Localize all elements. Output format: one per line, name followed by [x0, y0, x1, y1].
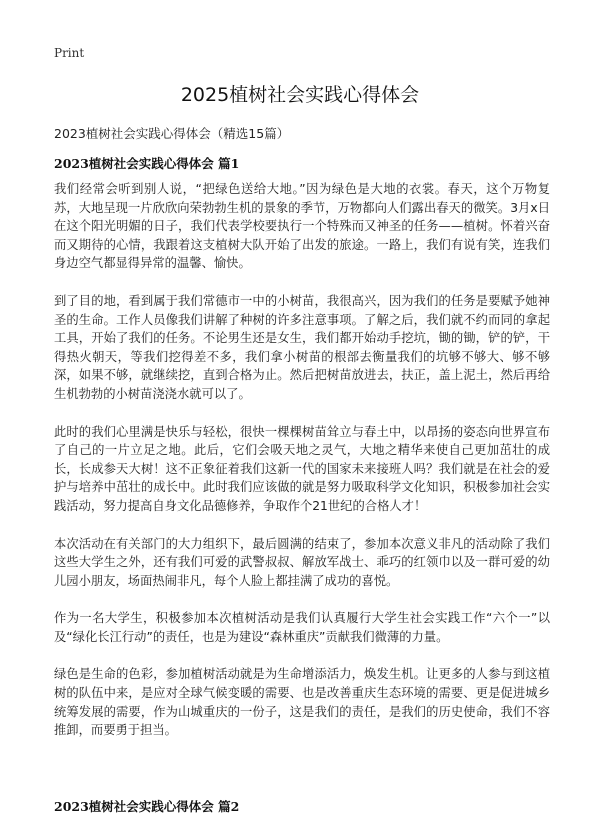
page-title: 2025植树社会实践心得体会	[180, 84, 420, 106]
paragraph: 绿色是生命的色彩，参加植树活动就是为生命增添活力，焕发生机。让更多的人参与到这植树的队伍中来，是应对全球气候变暖的需要、也是改善重庆生态环境的需要、更是促进城乡统筹发展的需要，作为山城重庆的一份子，这是我们的责任，是我们的历史使命，我们不容推卸，而要勇于担当。	[54, 667, 550, 738]
paragraph: 本次活动在有关部门的大力组织下，最后圆满的结束了，参加本次意义非凡的活动除了我们这些大学生之外，还有我们可爱的武警叔叔、解放军战士、乖巧的红领巾以及一群可爱的幼儿园小朋友，场面热闹非凡，每个人脸上都挂满了成功的喜悦。	[54, 536, 550, 588]
print-link[interactable]: Print	[54, 46, 85, 60]
paragraph: 作为一名大学生，积极参加本次植树活动是我们认真履行大学生社会实践工作“六个一”以及“绿化长江行动”的责任，也是为建设“森林重庆”贡献我们微薄的力量。	[54, 611, 550, 644]
paragraph: 到了目的地，看到属于我们常德市一中的小树苗，我很高兴，因为我们的任务是要赋予她神圣的生命。工作人员像我们讲解了种树的许多注意事项。了解之后，我们就不约而同的拿起工具，开始了我们的任务。不论男生还是女生，我们都开始动手挖坑，锄的锄，铲的铲，干得热火朝天，等我们挖得差不多，我们拿小树苗的根部去衡量我们的坑够不够大、够不够深，如果不够，就继续挖，直到合格为止。然后把树苗放进去，扶正，盖上泥土，然后再给生机勃勃的小树苗浇浇水就可以了。	[54, 293, 550, 401]
section-1-content	[54, 180, 550, 759]
paragraph: 我们经常会听到别人说，“把绿色送给大地。”因为绿色是大地的衣裳。春天，这个万物复苏，大地呈现一片欣欣向荣勃勃生机的景象的季节，万物都向人们露出春天的微笑。3月x日在这个阳光明媚的日子，我们代表学校要执行一个特殊而又神圣的任务——植树。怀着兴奋而又期待的心情，我跟着这支植树大队开始了出发的旅途。一路上，我们有说有笑，连我们身边空气都显得异常的温馨、愉快。	[54, 182, 550, 271]
section-heading-1: 2023植树社会实践心得体会 篇1	[54, 156, 240, 171]
section-heading-2: 2023植树社会实践心得体会 篇2	[54, 799, 240, 814]
document-subtitle: 2023植树社会实践心得体会（精选15篇）	[54, 126, 290, 141]
paragraph: 此时的我们心里满是快乐与轻松，很快一棵棵树苗耸立与春土中，以昂扬的姿态向世界宣布了自己的一片立足之地。此后，它们会吸天地之灵气，大地之精华来使自己更加茁壮的成长，长成参天大树！这不正象征着我们这新一代的国家未来接班人吗？我们就是在社会的爱护与培养中茁壮的成长中。此时我们应该做的就是努力吸取科学文化知识，积极参加社会实践活动，努力提高自身文化品德修养，争取作个21世纪的合格人才！	[54, 424, 550, 513]
